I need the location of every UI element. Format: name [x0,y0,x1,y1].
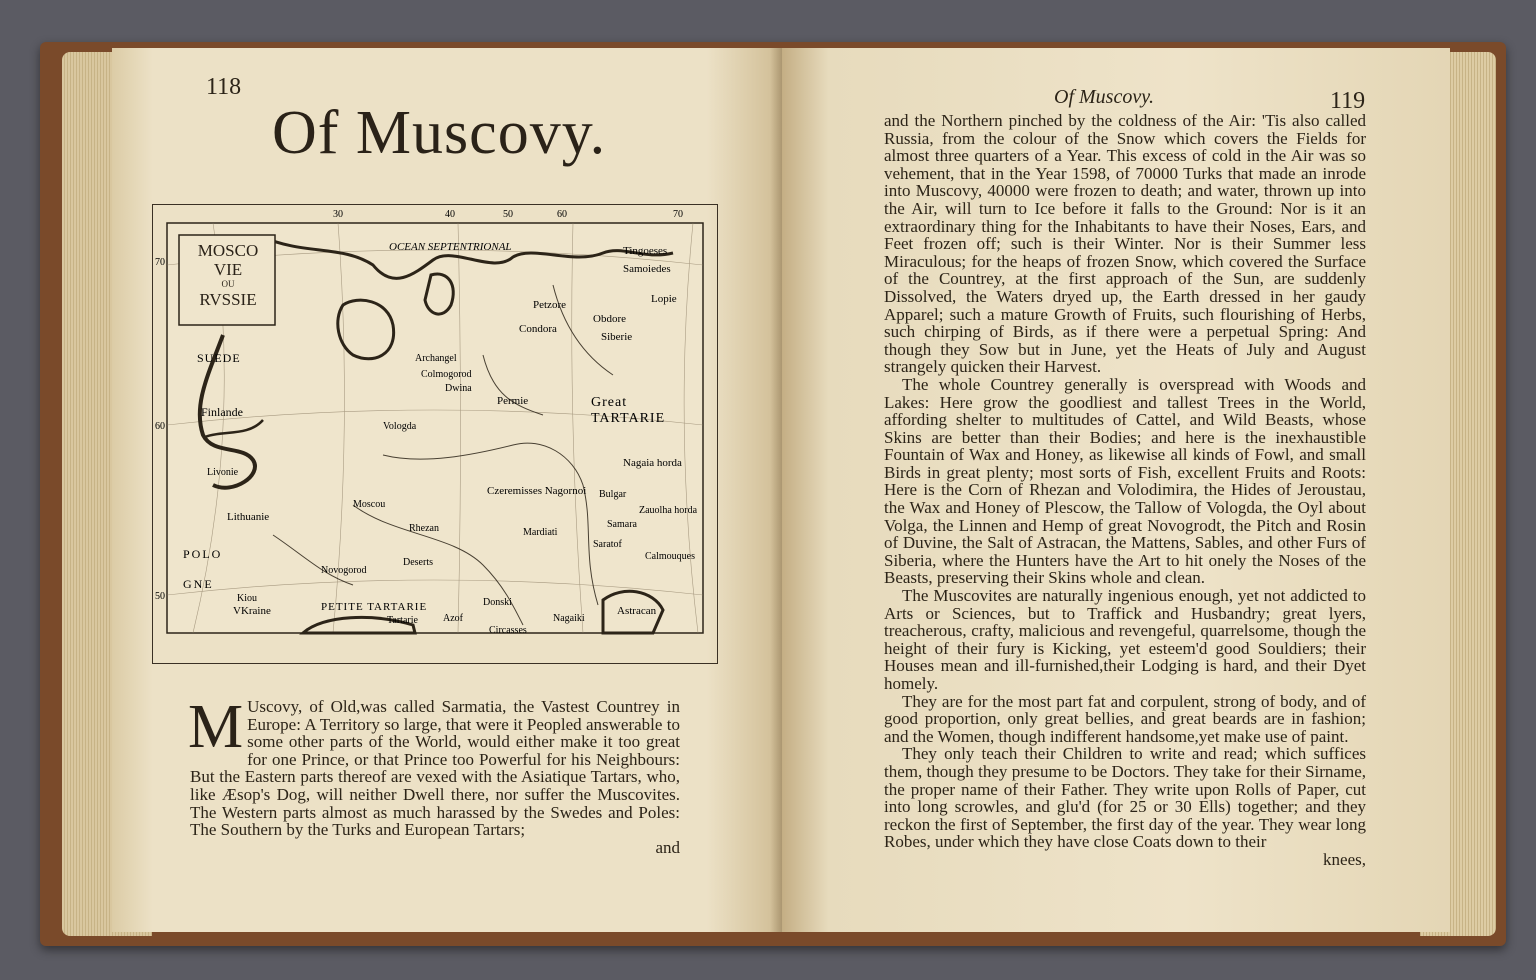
map-place: Dwina [445,383,472,394]
map-place: Permie [497,395,529,407]
lon-label: 40 [445,209,455,220]
map-place: Vologda [383,421,417,432]
map-place: Nagaia horda [623,457,682,469]
paragraph: and the Northern pinched by the coldness of the Air: 'Tis also called Russia, from the colour of the Snow which covers the Fields for almost three quarters of a Year. This excess of cold in the Air was so vehement, that in the Year 1598, of 70000 Turks that made an inrode into Muscovy, 40000 were frozen to death; and water, thrown up into the Air, will turn to Ice before it falls to the Ground: Nor is it an extraordinary thing for the Inhabitants to have their Noses, Ears, and Feet frozen off; such is their Winter. Nor is their Summer less Miraculous; for the heaps of frozen Snow, which covered the Surface of the Countrey, at the first approach of the Sun, are suddenly Dissolved, the Waters dryed up, the Earth dressed in her gaudy Apparel; such a mature Growth of Fruits, such flourishing of Herbs, such chirping of Birds, as if there were a perpetual Spring: And though they Sow but in June, yet the Heats of July and August strangely quicken their Harvest. [884,111,1366,377]
running-head: Of Muscovy. [1054,86,1154,108]
map-place: Nagaiki [553,613,585,624]
map-of-muscovy [152,204,718,664]
map-place: Finlande [201,405,243,419]
map-place: Zauolha horda [639,505,698,516]
lon-label: 50 [503,209,513,220]
chapter-title: Of Muscovy. [272,99,607,167]
catchword-right: knees, [1323,849,1366,869]
paragraph: They only teach their Children to write and read; which suffices them, though they presume to be Doctors. They take for their Sirname, the proper name of their Father. They write upon Rolls of Paper, cut into long scrowles, and glu'd (for 25 or 30 Ells) together; and they reckon the first of September, the first day of the year. They wear long Robes, under which they have close Coats down to their [884,744,1366,852]
map-place: Condora [519,323,557,335]
lat-label: 50 [155,591,165,602]
map-place: Archangel [415,353,457,364]
left-page [112,48,788,932]
paragraph: They are for the most part fat and corpulent, strong of body, and of good proportion, only great bellies, and great beards are in fashion; and the Women, though indifferent handsome,yet make use of paint. [884,691,1366,746]
map-place: Bulgar [599,489,627,500]
map-place: Siberie [601,331,633,343]
catchword-left: and [655,837,680,857]
map-place: Great TARTARIE [591,395,666,426]
cartouche-line-1: MOSCO [197,241,259,260]
map-place: Kiou [237,593,257,604]
page-number-right: 119 [1330,88,1366,114]
lat-label: 60 [155,421,165,432]
right-page [782,48,1450,932]
lon-label: 30 [333,209,343,220]
left-body-text [188,693,680,857]
map-place: Donski [483,597,512,608]
map-place: Lithuanie [227,511,270,523]
paragraph: The Muscovites are naturally ingenious enough, yet not addicted to Arts or Sciences, but to Traffick and Husbandry; great lyers, treacherous, crafty, malicious and revengeful, quarrelsome, though the height of their fury is Kicking, yet esteem'd good Souldiers; their Houses mean and ill-furnished,their Lodging is hard, and their Dyet homely. [884,586,1366,693]
lat-label: 70 [155,257,165,268]
map-place: Novogorod [321,565,367,576]
cartouche-line-4: RVSSIE [199,290,257,309]
map-place: Circasses [489,625,527,636]
page-number-left: 118 [206,74,242,100]
map-place: VKraine [233,605,271,617]
lon-label: 60 [557,209,567,220]
lon-label: 70 [673,209,683,220]
map-place: Azof [443,613,463,624]
map-place: Tingoeses [623,245,668,257]
map-place: OCEAN SEPTENTRIONAL [389,241,512,253]
paragraph: The whole Countrey generally is overspread with Woods and Lakes: Here grow the goodliest and tallest Trees in the World, affording shelter to multitudes of Cattel, and Wild Beasts, whose Skins are better than their Bodies; and here is the inexhaustible Fountain of Wax and Honey, as likewise all kinds of Fowl, and small Birds in great plenty; most sorts of Fish, excellent Fruits and Roots: Here is the Corn of Rhezan and Volodimira, the Hides of Jeroustau, the Wax and Honey of Plescow, the Tallow of Vologda, the Oyl about Volga, the Linnen and Hemp of great Novogrodt, the Pitch and Rosin of Duvine, the Salt of Astracan, the Mattens, Sables, and other Furs of Siberia, where the Hunters have the Art to hit onely the Noses of the Beasts, preserving their Skins whole and clean. [884,374,1366,588]
map-place: Livonie [207,467,239,478]
map-place: Moscou [353,499,386,510]
map-place: SUEDE [197,351,241,365]
map-place: Colmogorod [421,369,472,380]
map-place: Saratof [593,539,622,550]
map-place: Samoiedes [623,263,671,275]
map-place: POLO [183,547,223,561]
map-place: Obdore [593,313,626,325]
map-place: GNE [183,577,214,591]
map-cartouche [187,241,269,309]
right-body-text [884,112,1366,869]
cartouche-line-3: OU [221,279,235,289]
map-place: Czeremisses Nagornoi [487,485,587,497]
map-place: Astracan [617,605,657,617]
left-paragraph: Uscovy, of Old,was called Sarmatia, the Vastest Countrey in Europe: A Territory so large, that were it Peopled answerable to some other parts of the World, would either make it too great for one Prince, or that Prince too Powerful for his Neighbours: But the Eastern parts thereof are vexed with the Asiatique Tartars, who, like Æsop's Dog, will neither Dwell there, nor suffer the Muscovites. The Western parts almost as much harassed by the Swedes and Poles: The Southern by the Turks and European Tartars; [190,697,680,840]
map-place: Petzore [533,299,566,311]
map-place: Deserts [403,557,433,568]
map-place: Samara [607,519,637,530]
map-place: PETITE TARTARIE [321,601,428,613]
cartouche-line-2: VIE [213,260,243,279]
map-place: Tartarie [387,615,418,626]
map-place: Rhezan [409,523,439,534]
drop-cap: M [188,693,244,761]
map-place: Calmouques [645,551,695,562]
map-place: Mardiati [523,527,558,538]
map-place: Lopie [651,293,677,305]
